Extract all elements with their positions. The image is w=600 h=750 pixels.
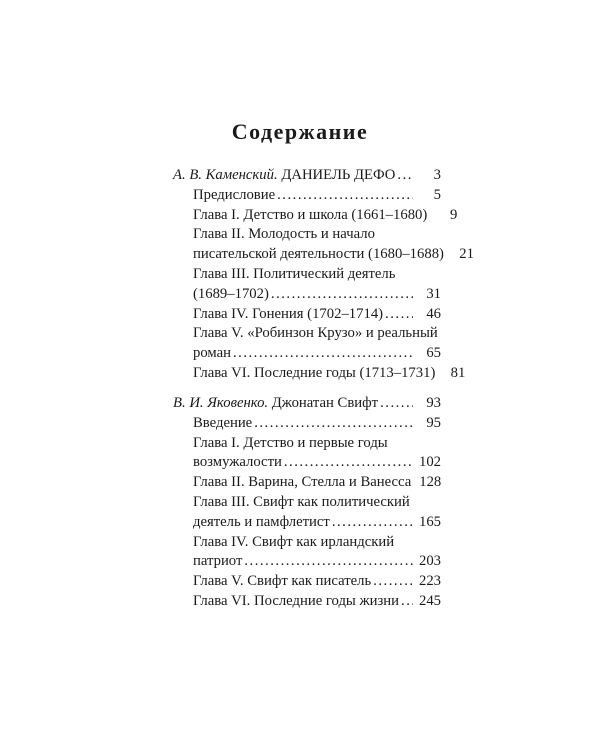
toc-entry-line xyxy=(193,513,441,533)
toc-entry-first-line: Глава I. Детство и первые годы xyxy=(193,434,388,451)
dot-leader xyxy=(271,285,413,305)
toc-entry-title: Глава IV. Гонения (1702–1714) xyxy=(193,305,384,322)
toc-entry xyxy=(173,414,441,434)
section-work: ДАНИЕЛЬ ДЕФО xyxy=(281,167,396,183)
toc-entry-first-line: Глава III. Свифт как политический xyxy=(193,493,410,510)
page-number: 203 xyxy=(418,553,441,570)
toc-entry-line xyxy=(193,344,441,364)
page-number: 223 xyxy=(418,573,441,590)
toc-entry-line xyxy=(193,572,441,592)
chapter-list xyxy=(173,186,474,384)
toc-entry-title: Глава II. Варина, Стелла и Ванесса xyxy=(193,474,412,491)
toc-entry-line xyxy=(193,473,441,493)
toc-entry-title: патриот xyxy=(193,553,243,570)
toc-entry-title: Глава VI. Последние годы жизни xyxy=(193,592,400,609)
toc-entry-line xyxy=(193,186,441,206)
toc-entry xyxy=(173,364,466,384)
page-number: 9 xyxy=(449,206,458,223)
toc-entry-line xyxy=(193,285,441,305)
toc-entry-line xyxy=(193,552,441,572)
page-number: 245 xyxy=(418,592,441,609)
toc-entry-title: Предисловие xyxy=(193,186,276,203)
page-number: 3 xyxy=(433,167,441,183)
toc-entry-title: Введение xyxy=(193,414,253,431)
dot-leader xyxy=(277,186,413,206)
toc-entry-line xyxy=(193,245,474,265)
page-number: 81 xyxy=(450,364,466,381)
section-author: В. И. Яковенко. xyxy=(173,395,269,411)
toc-entry-line xyxy=(193,305,441,325)
toc-entry xyxy=(173,265,441,305)
toc-entry xyxy=(173,206,458,226)
toc-entry-title: Глава VI. Последние годы (1713–1731) xyxy=(193,364,436,381)
toc-entry xyxy=(173,186,441,206)
dot-leader xyxy=(244,552,413,572)
toc-entry xyxy=(173,572,441,592)
page-title: Содержание xyxy=(231,119,369,144)
toc-entry-title: возмужалости xyxy=(193,454,282,471)
dot-leader xyxy=(332,513,413,533)
toc-entry xyxy=(173,592,441,612)
toc-section-heading xyxy=(173,394,441,414)
toc-entry xyxy=(173,324,441,364)
toc-entry-line xyxy=(193,453,441,473)
toc-entry-title: Глава I. Детство и школа (1661–1680) xyxy=(193,206,428,223)
dot-leader xyxy=(401,592,413,612)
chapter-list xyxy=(173,414,441,612)
page-number: 165 xyxy=(418,513,441,530)
toc-entry xyxy=(173,225,474,265)
page-number: 128 xyxy=(419,474,442,491)
page-number: 93 xyxy=(426,395,441,411)
page-number: 21 xyxy=(459,246,474,263)
dot-leader xyxy=(284,453,413,473)
dot-leader xyxy=(385,305,413,325)
toc-entry-title: деятель и памфлетист xyxy=(193,513,330,530)
page-number: 31 xyxy=(426,285,441,302)
page-number: 102 xyxy=(418,454,441,471)
toc-entry-title: писательской деятельности (1680–1688) xyxy=(193,246,444,263)
toc-entry-first-line: Глава II. Молодость и начало xyxy=(193,226,375,243)
toc-entry-title: роман xyxy=(193,345,231,362)
page-number: 5 xyxy=(433,186,441,203)
section-author: А. В. Каменский. xyxy=(173,167,278,183)
toc-entry xyxy=(173,434,441,474)
toc-entry-title: Глава V. Свифт как писатель xyxy=(193,573,372,590)
toc-entry xyxy=(173,533,441,573)
toc-entry-line xyxy=(193,592,441,612)
toc-entry-title: (1689–1702) xyxy=(193,285,269,302)
toc-section-defoe xyxy=(173,166,474,384)
toc-entry-first-line: Глава V. «Робинзон Крузо» и реальный xyxy=(193,325,438,342)
toc-entry xyxy=(173,305,441,325)
dot-leader xyxy=(254,414,413,434)
dot-leader xyxy=(373,572,413,592)
toc-section-swift xyxy=(173,394,441,612)
dot-leader xyxy=(397,166,413,186)
toc-entry-line xyxy=(193,206,458,226)
toc-entry xyxy=(173,473,441,493)
dot-leader xyxy=(380,394,413,414)
toc-entry xyxy=(173,493,441,533)
toc-entry-line xyxy=(193,414,441,434)
page-number: 65 xyxy=(426,345,441,362)
toc-entry-first-line: Глава IV. Свифт как ирландский xyxy=(193,533,395,550)
dot-leader xyxy=(233,344,413,364)
page-number: 46 xyxy=(426,305,441,322)
toc-entry-line xyxy=(193,364,466,384)
toc-section-heading xyxy=(173,166,441,186)
toc-entry-first-line: Глава III. Политический деятель xyxy=(193,265,396,282)
section-work: Джонатан Свифт xyxy=(271,395,379,411)
page-number: 95 xyxy=(426,414,441,431)
